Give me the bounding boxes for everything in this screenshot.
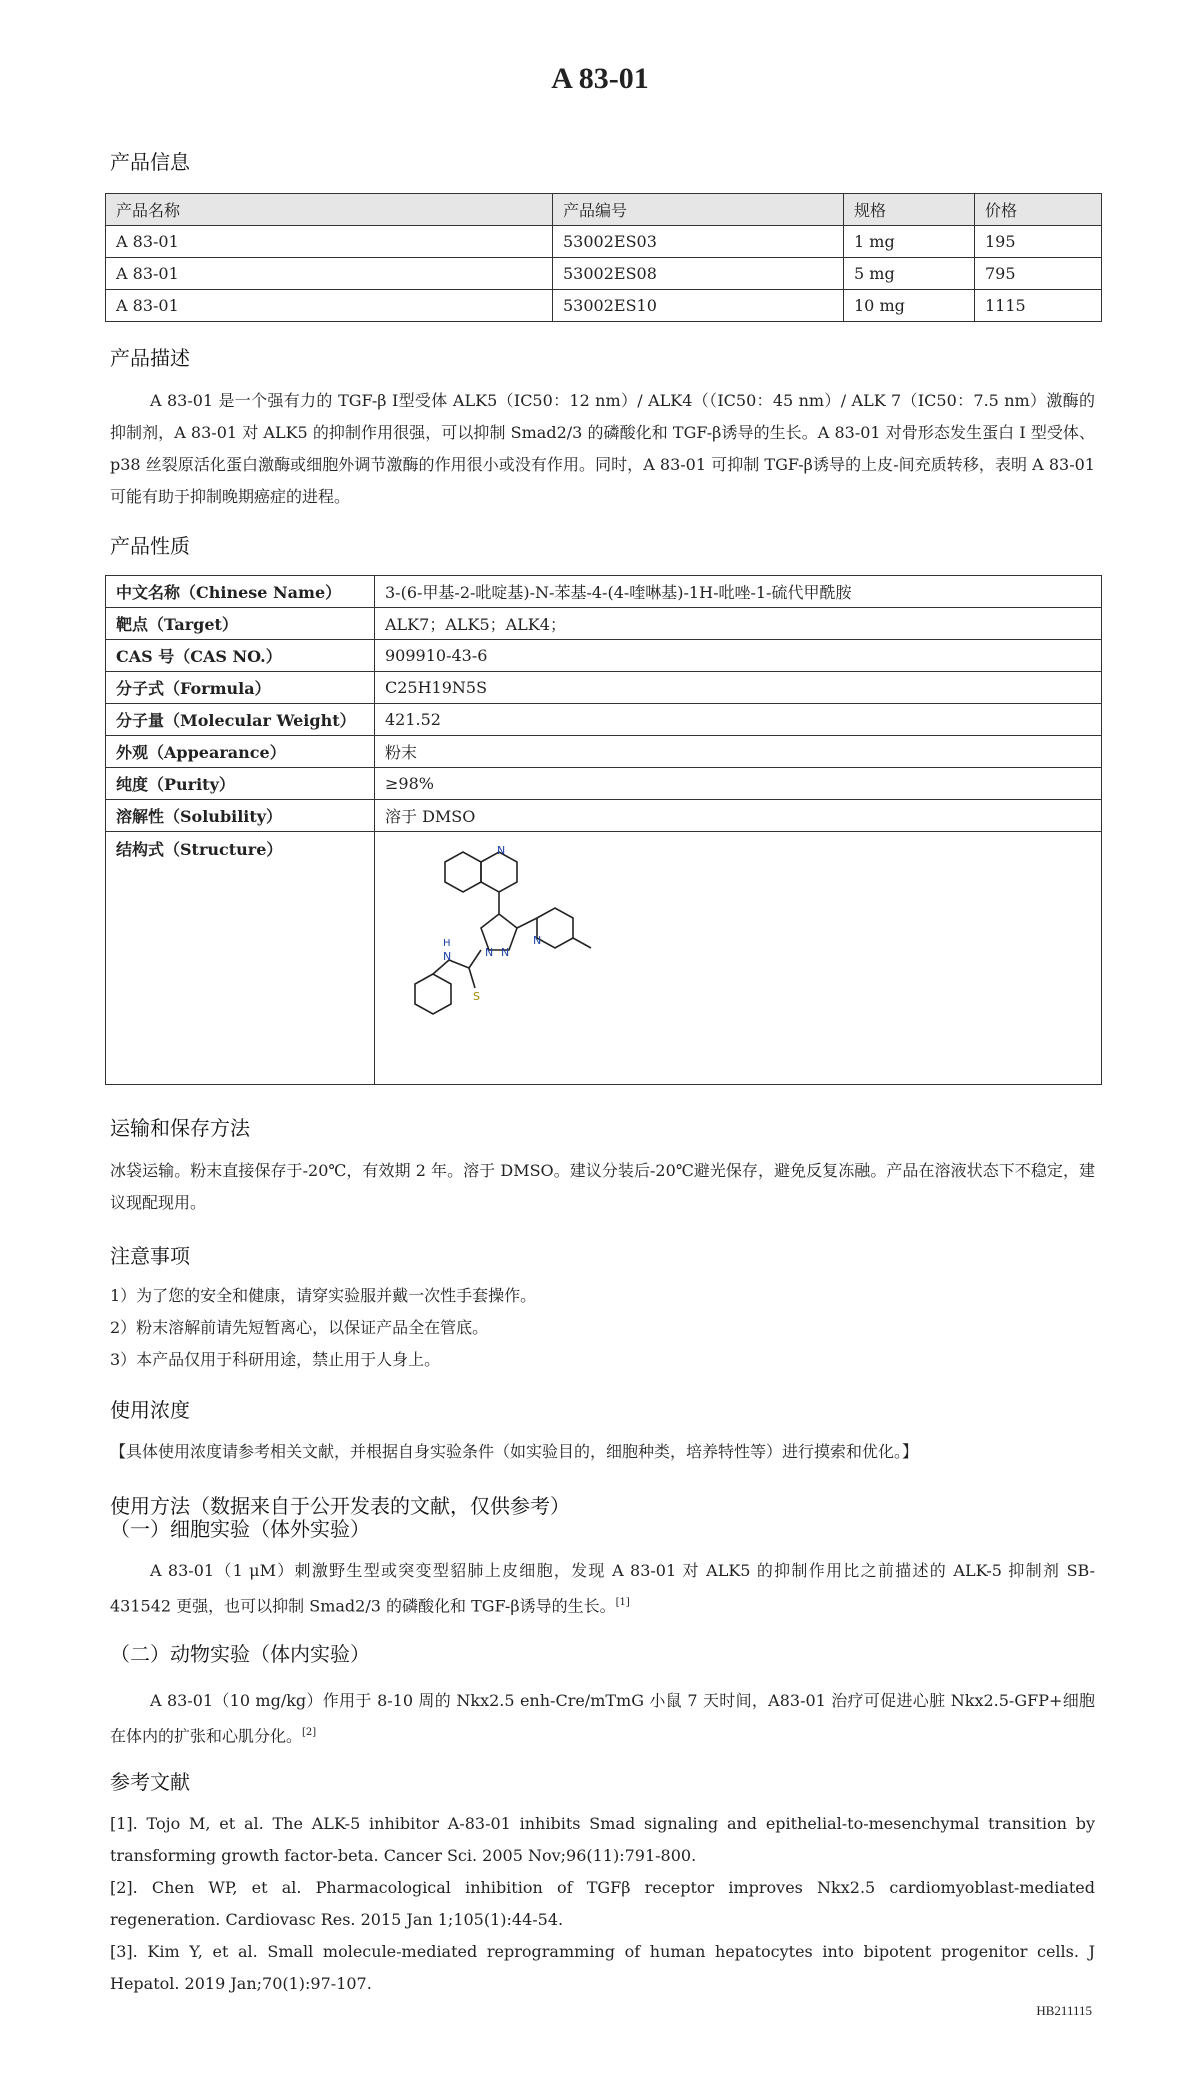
prop-value: ≥98% — [375, 768, 1102, 800]
prop-key: 结构式（Structure） — [106, 832, 375, 1085]
section-title-concentration: 使用浓度 — [110, 1398, 190, 1422]
cell-paragraph — [110, 1555, 1095, 1622]
prop-value: 421.52 — [375, 704, 1102, 736]
prop-key: 靶点（Target） — [106, 608, 375, 640]
citation-2: [2] — [302, 1727, 317, 1738]
list-item: 1）为了您的安全和健康，请穿实验服并戴一次性手套操作。 — [110, 1286, 537, 1305]
header-cell: 产品编号 — [553, 194, 844, 226]
citation-1: [1] — [615, 1597, 630, 1608]
section-title-info: 产品信息 — [110, 150, 190, 174]
prop-value: C25H19N5S — [375, 672, 1102, 704]
prop-key: 分子式（Formula） — [106, 672, 375, 704]
header-cell: 产品名称 — [106, 194, 553, 226]
table-row — [106, 640, 1102, 672]
cell-price: 795 — [975, 258, 1102, 290]
atom-label-h: H — [443, 938, 451, 949]
section-title-description: 产品描述 — [110, 346, 190, 370]
references-list — [110, 1808, 1095, 2000]
page-title: A 83-01 — [551, 62, 649, 95]
cell-name: A 83-01 — [106, 226, 553, 258]
concentration-paragraph: 【具体使用浓度请参考相关文献，并根据自身实验条件（如实验目的，细胞种类，培养特性等）进行摸索和优化。】 — [110, 1442, 919, 1461]
cell-size: 5 mg — [844, 258, 975, 290]
table-row — [106, 672, 1102, 704]
header-cell: 规格 — [844, 194, 975, 226]
cell-size: 1 mg — [844, 226, 975, 258]
product-info-table — [105, 193, 1102, 322]
prop-key: 纯度（Purity） — [106, 768, 375, 800]
cell-price: 195 — [975, 226, 1102, 258]
cell-name: A 83-01 — [106, 258, 553, 290]
reference-item: [2]. Chen WP, et al. Pharmacological inhibition of TGFβ receptor improves Nkx2.5 cardiomyoblast-mediated regeneration. Cardiovasc Res. 2015 Jan 1;105(1):44-54. — [110, 1878, 1095, 1929]
cell-name: A 83-01 — [106, 290, 553, 322]
atom-label-n: N — [443, 950, 452, 963]
storage-paragraph: 冰袋运输。粉末直接保存于-20℃，有效期 2 年。溶于 DMSO。建议分装后-20℃避光保存，避免反复冻融。产品在溶液状态下不稳定，建议现配现用。 — [110, 1161, 1095, 1212]
prop-value: 3-(6-甲基-2-吡啶基)-N-苯基-4-(4-喹啉基)-1H-吡唑-1-硫代甲酰胺 — [375, 576, 1102, 608]
table-row — [106, 832, 1102, 1085]
table-row — [106, 576, 1102, 608]
header-cell: 价格 — [975, 194, 1102, 226]
table-row — [106, 226, 1102, 258]
prop-key: CAS 号（CAS NO.） — [106, 640, 375, 672]
cell-size: 10 mg — [844, 290, 975, 322]
section-title-animal: （二）动物实验（体内实验） — [110, 1642, 370, 1666]
reference-item: [1]. Tojo M, et al. The ALK-5 inhibitor A-83-01 inhibits Smad signaling and epithelial-to-mesenchymal transition by transforming growth factor-beta. Cancer Sci. 2005 Nov;96(11):791-800. — [110, 1814, 1095, 1865]
table-row — [106, 290, 1102, 322]
table-row — [106, 800, 1102, 832]
section-title-properties: 产品性质 — [110, 534, 190, 558]
chemical-structure-image — [385, 832, 645, 1062]
cell-price: 1115 — [975, 290, 1102, 322]
section-title-usage: 使用方法（数据来自于公开发表的文献，仅供参考） — [110, 1494, 570, 1518]
section-title-references: 参考文献 — [110, 1770, 190, 1794]
prop-key: 中文名称（Chinese Name） — [106, 576, 375, 608]
animal-paragraph — [110, 1685, 1095, 1752]
section-title-notes: 注意事项 — [110, 1244, 190, 1268]
table-row — [106, 736, 1102, 768]
prop-key: 溶解性（Solubility） — [106, 800, 375, 832]
section-title-cell: （一）细胞实验（体外实验） — [110, 1517, 370, 1541]
atom-label-s: S — [473, 990, 480, 1003]
cell-code: 53002ES08 — [553, 258, 844, 290]
section-title-storage: 运输和保存方法 — [110, 1116, 250, 1140]
cell-code: 53002ES03 — [553, 226, 844, 258]
table-row — [106, 608, 1102, 640]
atom-label-n: N — [485, 946, 494, 959]
properties-table — [105, 575, 1102, 1085]
atom-label-n: N — [501, 946, 510, 959]
table-row — [106, 704, 1102, 736]
atom-label-n: N — [497, 844, 506, 857]
list-item: 2）粉末溶解前请先短暂离心，以保证产品全在管底。 — [110, 1318, 489, 1337]
prop-key: 分子量（Molecular Weight） — [106, 704, 375, 736]
table-row — [106, 768, 1102, 800]
table-header-row — [106, 194, 1102, 226]
animal-text: A 83-01（10 mg/kg）作用于 8-10 周的 Nkx2.5 enh-Cre/mTmG 小鼠 7 天时间，A83-01 治疗可促进心脏 Nkx2.5-GFP+细胞在体内的扩张和心肌分化。 — [110, 1691, 1095, 1746]
table-row — [106, 258, 1102, 290]
prop-value: ALK7；ALK5；ALK4； — [375, 608, 1102, 640]
description-paragraph: A 83-01 是一个强有力的 TGF-β I型受体 ALK5（IC50：12 nm）/ ALK4（（IC50：45 nm）/ ALK 7（IC50：7.5 nm）激酶的抑制剂，A 83-01 对 ALK5 的抑制作用很强，可以抑制 Smad2/3 的磷酸化和 TGF-β诱导的生长。A 83-01 对骨形态发生蛋白 I 型受体、p38 丝裂原活化蛋白激酶或细胞外调节激酶的作用很小或没有作用。同时，A 83-01 可抑制 TGF-β诱导的上皮-间充质转移，表明 A 83-01 可能有助于抑制晚期癌症的进程。 — [110, 391, 1095, 506]
notes-list — [110, 1280, 1095, 1376]
cell-text: A 83-01（1 μM）刺激野生型或突变型貂肺上皮细胞，发现 A 83-01 对 ALK5 的抑制作用比之前描述的 ALK-5 抑制剂 SB-431542 更强，也可以抑制 Smad2/3 的磷酸化和 TGF-β诱导的生长。 — [110, 1561, 1095, 1616]
structure-cell — [375, 832, 1102, 1085]
reference-item: [3]. Kim Y, et al. Small molecule-mediated reprogramming of human hepatocytes into bipotent progenitor cells. J Hepatol. 2019 Jan;70(1):97-107. — [110, 1942, 1095, 1993]
prop-value: 909910-43-6 — [375, 640, 1102, 672]
atom-label-n: N — [533, 934, 542, 947]
prop-value: 粉末 — [375, 736, 1102, 768]
document-code: HB211115 — [1036, 2003, 1092, 2018]
cell-code: 53002ES10 — [553, 290, 844, 322]
list-item: 3）本产品仅用于科研用途，禁止用于人身上。 — [110, 1350, 441, 1369]
prop-key: 外观（Appearance） — [106, 736, 375, 768]
prop-value: 溶于 DMSO — [375, 800, 1102, 832]
